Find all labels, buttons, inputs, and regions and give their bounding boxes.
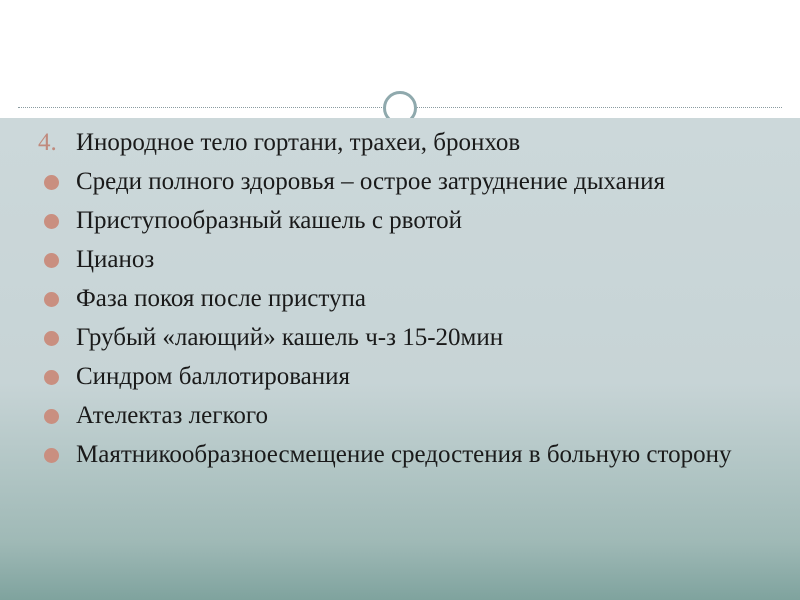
- list-item: [22, 399, 770, 432]
- list-item-label: Грубый «лающий» кашель ч-з 15-20мин: [76, 324, 504, 351]
- bullet-dot-icon: [44, 370, 59, 385]
- list-item: [22, 243, 770, 276]
- bullet-dot-icon: [44, 214, 59, 229]
- list-item: [22, 321, 770, 354]
- list-item-label: Фаза покоя после приступа: [76, 285, 366, 312]
- slide-content: [0, 126, 800, 477]
- bullet-list: [22, 126, 770, 471]
- list-item-label: Инородное тело гортани, трахеи, бронхов: [76, 129, 521, 156]
- list-item: [22, 360, 770, 393]
- list-item: [22, 282, 770, 315]
- bullet-dot-icon: [44, 331, 59, 346]
- list-item-label: Ателектаз легкого: [76, 402, 269, 429]
- list-item: [22, 438, 770, 471]
- bullet-dot-icon: [44, 253, 59, 268]
- list-item-label: Синдром баллотирования: [76, 363, 351, 390]
- list-item-label: Цианоз: [76, 246, 155, 273]
- list-item-label: Среди полного здоровья – острое затруднение дыхания: [76, 168, 666, 195]
- bullet-dot-icon: [44, 409, 59, 424]
- bullet-dot-icon: [44, 292, 59, 307]
- bullet-dot-icon: [44, 448, 59, 463]
- list-item-label: Маятникообразноесмещение средостения в больную сторону: [76, 441, 732, 468]
- list-item-label: Приступообразный кашель с рвотой: [76, 207, 462, 234]
- bullet-dot-icon: [44, 175, 59, 190]
- list-item: [22, 204, 770, 237]
- list-item: [22, 165, 770, 198]
- list-item-marker: 4.: [38, 129, 57, 156]
- list-item: [22, 126, 770, 159]
